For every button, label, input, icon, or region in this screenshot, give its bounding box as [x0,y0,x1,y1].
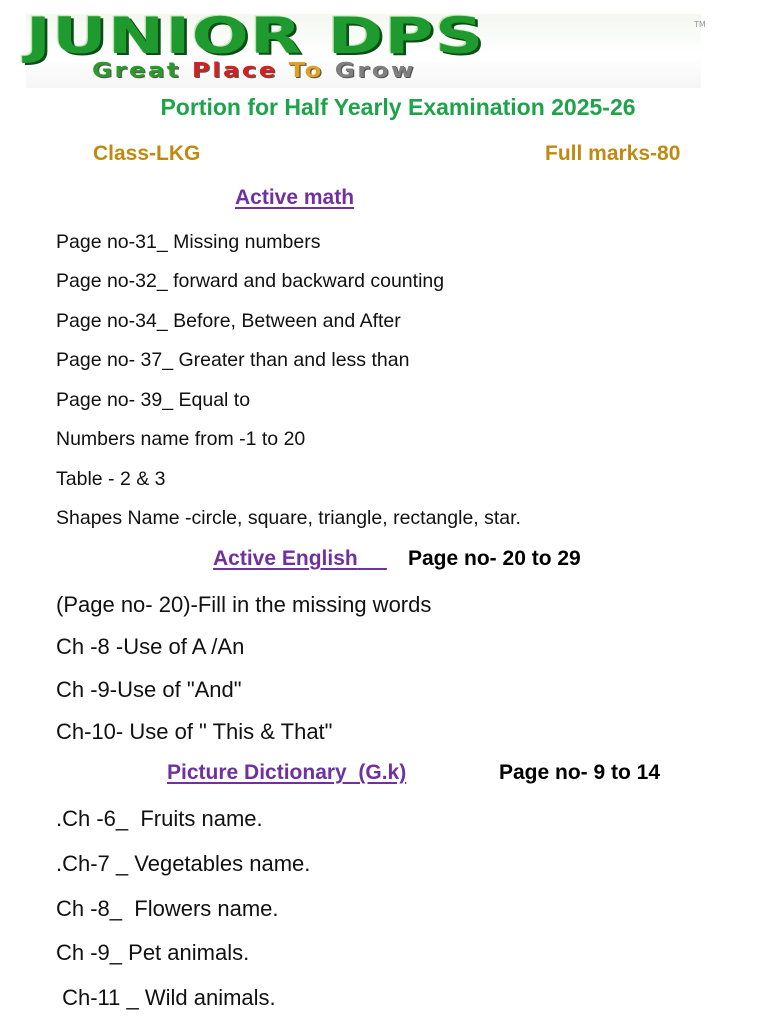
section-heading-english-text: Active English [213,547,358,570]
list-item: .Ch -6_ Fruits name. [56,806,263,831]
list-item: Ch-10- Use of " This & That" [56,719,333,744]
document-title: Portion for Half Yearly Examination 2025-26 [160,94,636,120]
gk-page-range: Page no- 9 to 14 [499,761,661,784]
list-item: Numbers name from -1 to 20 [56,428,306,450]
list-item: Ch -9_ Pet animals. [56,940,250,965]
logo-tagline-word: Grow [334,58,416,82]
list-item: Ch -9-Use of "And" [56,677,242,702]
school-logo [26,6,706,84]
list-item: Ch -8_ Flowers name. [56,896,279,921]
logo-tagline [92,58,768,82]
english-page-range: Page no- 20 to 29 [408,547,581,570]
logo-tagline-word: Great [92,58,181,82]
list-item: Page no- 39_ Equal to [56,389,251,411]
logo-tagline-word: Place [191,58,278,82]
section-heading-math: Active math [235,186,355,209]
list-item: Page no- 37_ Greater than and less than [56,349,410,371]
list-item: Shapes Name -circle, square, triangle, rectangle, star. [56,507,521,529]
section-heading-english [213,547,387,571]
full-marks: Full marks-80 [545,142,681,165]
list-item: Page no-31_ Missing numbers [56,231,321,253]
list-item: (Page no- 20)-Fill in the missing words [56,592,432,617]
logo-name: JUNIOR DPS [26,7,485,65]
section-heading-gk: Picture Dictionary (G.k) [167,761,407,784]
list-item: Ch-11 _ Wild animals. [56,985,276,1010]
list-item: Table - 2 & 3 [56,468,166,490]
list-item: .Ch-7 _ Vegetables name. [56,851,311,876]
class-label: Class-LKG [93,142,201,165]
list-item: Page no-34_ Before, Between and After [56,310,401,332]
trademark-mark: TM [694,20,706,29]
list-item: Page no-32_ forward and backward counting [56,270,445,292]
list-item: Ch -8 -Use of A /An [56,634,245,659]
logo-tagline-word: To [288,58,324,82]
